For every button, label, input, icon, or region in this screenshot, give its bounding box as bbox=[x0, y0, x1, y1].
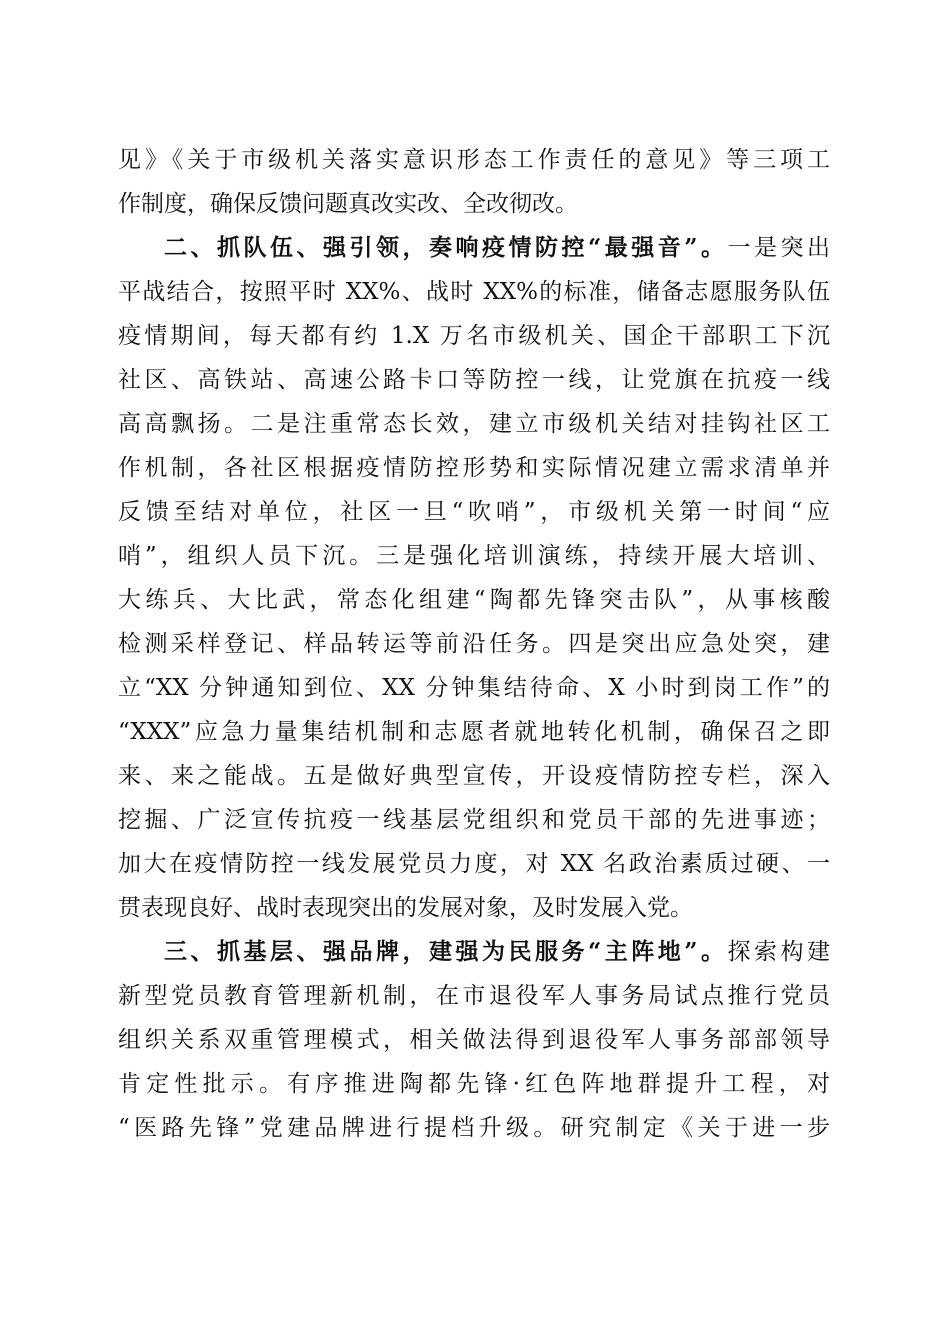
line-text bbox=[118, 1062, 830, 1106]
paragraph-text: 挖掘、广泛宣传抗疫一线基层党组织和党员干部的先进事迹； bbox=[118, 807, 830, 833]
line-text bbox=[118, 710, 830, 754]
paragraph-text: 哨”，组织人员下沉。三是强化培训演练，持续开展大培训、 bbox=[118, 543, 830, 569]
body-text-line bbox=[118, 138, 830, 182]
paragraph-text: 新型党员教育管理新机制，在市退役军人事务局试点推行党员 bbox=[118, 983, 830, 1009]
body-text-line bbox=[118, 666, 830, 710]
body-text-line bbox=[118, 358, 830, 402]
paragraph-text: 社区、高铁站、高速公路卡口等防控一线，让党旗在抗疫一线 bbox=[118, 367, 830, 393]
body-text-line bbox=[118, 974, 830, 1018]
body-text-line bbox=[118, 578, 830, 622]
section-heading-line bbox=[118, 226, 830, 270]
section-heading: 三、抓基层、强品牌，建强为民服务“主阵地”。 bbox=[164, 938, 728, 965]
paragraph-text: 作机制，各社区根据疫情防控形势和实际情况建立需求清单并 bbox=[118, 455, 830, 481]
body-text-line bbox=[118, 798, 830, 842]
body-text-line bbox=[118, 182, 830, 226]
line-text bbox=[118, 842, 830, 886]
paragraph-text: 组织关系双重管理模式，相关做法得到退役军人事务部部领导 bbox=[118, 1027, 830, 1053]
line-text bbox=[118, 886, 830, 930]
section-heading: 二、抓队伍、强引领，奏响疫情防控“最强音”。 bbox=[164, 234, 728, 261]
body-text-line bbox=[118, 754, 830, 798]
body-text-line bbox=[118, 402, 830, 446]
line-text bbox=[118, 358, 830, 402]
body-text-line bbox=[118, 710, 830, 754]
line-text bbox=[118, 182, 830, 226]
line-text bbox=[118, 666, 830, 710]
paragraph-text: 一是突出 bbox=[727, 235, 830, 261]
line-text bbox=[118, 446, 830, 490]
paragraph-text: 见》《关于市级机关落实意识形态工作责任的意见》等三项工 bbox=[118, 147, 830, 173]
paragraph-text: 作制度，确保反馈问题真改实改、全改彻改。 bbox=[118, 191, 578, 217]
line-text bbox=[118, 930, 830, 974]
body-text-line bbox=[118, 490, 830, 534]
paragraph-text: “XXX”应急力量集结机制和志愿者就地转化机制，确保召之即 bbox=[118, 719, 830, 745]
body-text-line bbox=[118, 534, 830, 578]
paragraph-text: 疫情期间，每天都有约 1.X 万名市级机关、国企干部职工下沉 bbox=[118, 323, 830, 349]
body-text-line bbox=[118, 886, 830, 930]
line-text bbox=[118, 226, 830, 270]
line-text bbox=[118, 490, 830, 534]
line-text bbox=[118, 622, 830, 666]
paragraph-text: “医路先锋”党建品牌进行提档升级。研究制定《关于进一步 bbox=[118, 1115, 830, 1141]
paragraph-text: 反馈至结对单位，社区一旦“吹哨”，市级机关第一时间“应 bbox=[118, 499, 830, 525]
body-text-line bbox=[118, 1018, 830, 1062]
paragraph-text: 加大在疫情防控一线发展党员力度，对 XX 名政治素质过硬、一 bbox=[118, 851, 830, 877]
line-text bbox=[118, 314, 830, 358]
paragraph-text: 大练兵、大比武，常态化组建“陶都先锋突击队”，从事核酸 bbox=[118, 587, 830, 613]
paragraph-text: 贯表现良好、战时表现突出的发展对象，及时发展入党。 bbox=[118, 895, 693, 921]
line-text bbox=[118, 754, 830, 798]
body-text-line bbox=[118, 270, 830, 314]
paragraph-text: 肯定性批示。有序推进陶都先锋·红色阵地群提升工程，对 bbox=[118, 1071, 830, 1097]
line-text bbox=[118, 270, 830, 314]
paragraph-text: 检测采样登记、样品转运等前沿任务。四是突出应急处突，建 bbox=[118, 631, 830, 657]
line-text bbox=[118, 534, 830, 578]
body-text-line bbox=[118, 1106, 830, 1150]
body-text-line bbox=[118, 314, 830, 358]
paragraph-text: 高高飘扬。二是注重常态长效，建立市级机关结对挂钩社区工 bbox=[118, 411, 830, 437]
body-text-line bbox=[118, 842, 830, 886]
body-text-line bbox=[118, 1062, 830, 1106]
paragraph-text: 平战结合，按照平时 XX%、战时 XX%的标准，储备志愿服务队伍 bbox=[118, 279, 830, 305]
document-body bbox=[118, 138, 830, 1150]
line-text bbox=[118, 1106, 830, 1150]
paragraph-text: 探索构建 bbox=[727, 939, 830, 965]
line-text bbox=[118, 974, 830, 1018]
body-text-line bbox=[118, 622, 830, 666]
paragraph-text: 来、来之能战。五是做好典型宣传，开设疫情防控专栏，深入 bbox=[118, 763, 830, 789]
line-text bbox=[118, 402, 830, 446]
line-text bbox=[118, 578, 830, 622]
section-heading-line bbox=[118, 930, 830, 974]
line-text bbox=[118, 798, 830, 842]
paragraph-text: 立“XX 分钟通知到位、XX 分钟集结待命、X 小时到岗工作”的 bbox=[118, 675, 830, 701]
body-text-line bbox=[118, 446, 830, 490]
line-text bbox=[118, 1018, 830, 1062]
line-text bbox=[118, 138, 830, 182]
